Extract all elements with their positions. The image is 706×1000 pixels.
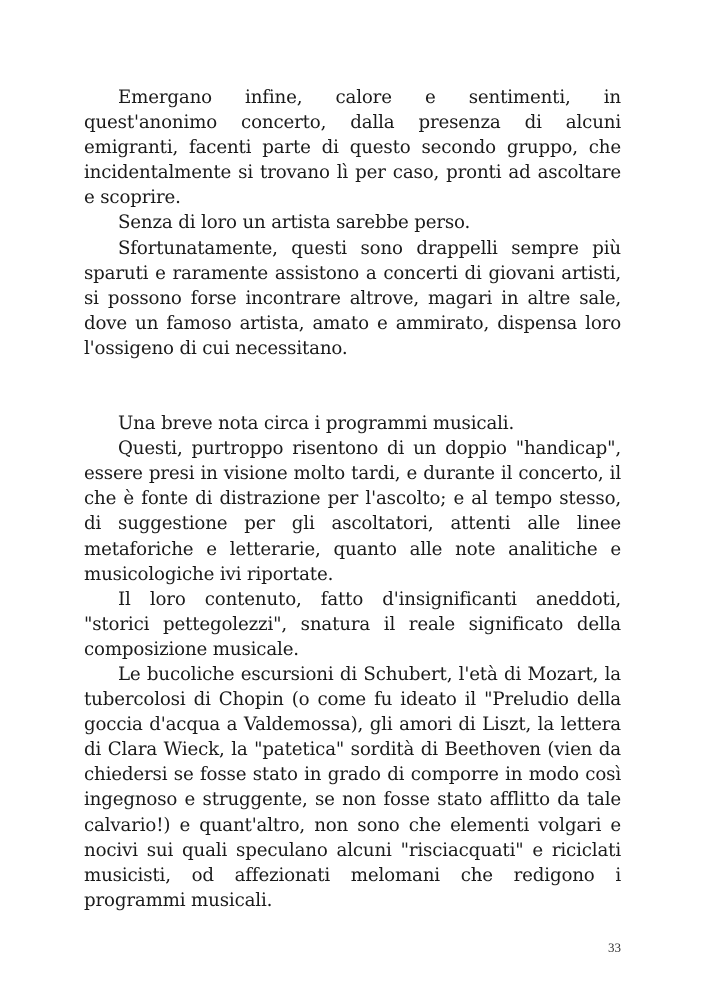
paragraph: Le bucoliche escursioni di Schubert, l'età di Mozart, la tubercolosi di Chopin (o come fu ideato il "Preludio della goccia d'acqua a Valdemossa), gli amori di Liszt, la lettera di Clara Wieck, la "patetica" sordità di Beethoven (vien da chiedersi se fosse stato in grado di comporre in modo così ingegnoso e struggente, se non fosse stato afflitto da tale calvario!) e quant'altro, non sono che elementi volgari e nocivi sui quali speculano alcuni "risciacquati" e riciclati musicisti, od affezionati melomani che redigono i programmi musicali. — [84, 663, 621, 911]
section-programmi-musicali — [84, 411, 621, 913]
section-audience — [84, 85, 621, 361]
page-number: 33 — [608, 940, 621, 955]
paragraph: Emergano infine, calore e sentimenti, in quest'anonimo concerto, dalla presenza di alcuni emigranti, facenti parte di questo secondo gruppo, che incidentalmente si trovano lì per caso, pronti ad ascoltare e scoprire. — [84, 87, 621, 209]
section-gap — [84, 361, 621, 411]
paragraph: Questi, purtroppo risentono di un doppio "handicap", essere presi in visione molto tardi, e durante il concerto, il che è fonte di distrazione per l'ascolto; e al tempo stesso, di suggestione per gli ascoltatori, attenti alle linee metaforiche e letterarie, quanto alle note analitiche e musicologiche ivi riportate. — [84, 438, 621, 585]
document-page — [84, 85, 621, 913]
paragraph: Una breve nota circa i programmi musicali. — [118, 413, 515, 435]
paragraph: Senza di loro un artista sarebbe perso. — [118, 212, 471, 234]
paragraph: Sfortunatamente, questi sono drappelli sempre più sparuti e raramente assistono a concerti di giovani artisti, si possono forse incontrare altrove, magari in altre sale, dove un famoso artista, amato e ammirato, dispensa loro l'ossigeno di cui necessitano. — [84, 237, 621, 359]
paragraph: Il loro contenuto, fatto d'insignificanti aneddoti, "storici pettegolezzi", snatura il reale significato della composizione musicale. — [84, 588, 621, 660]
